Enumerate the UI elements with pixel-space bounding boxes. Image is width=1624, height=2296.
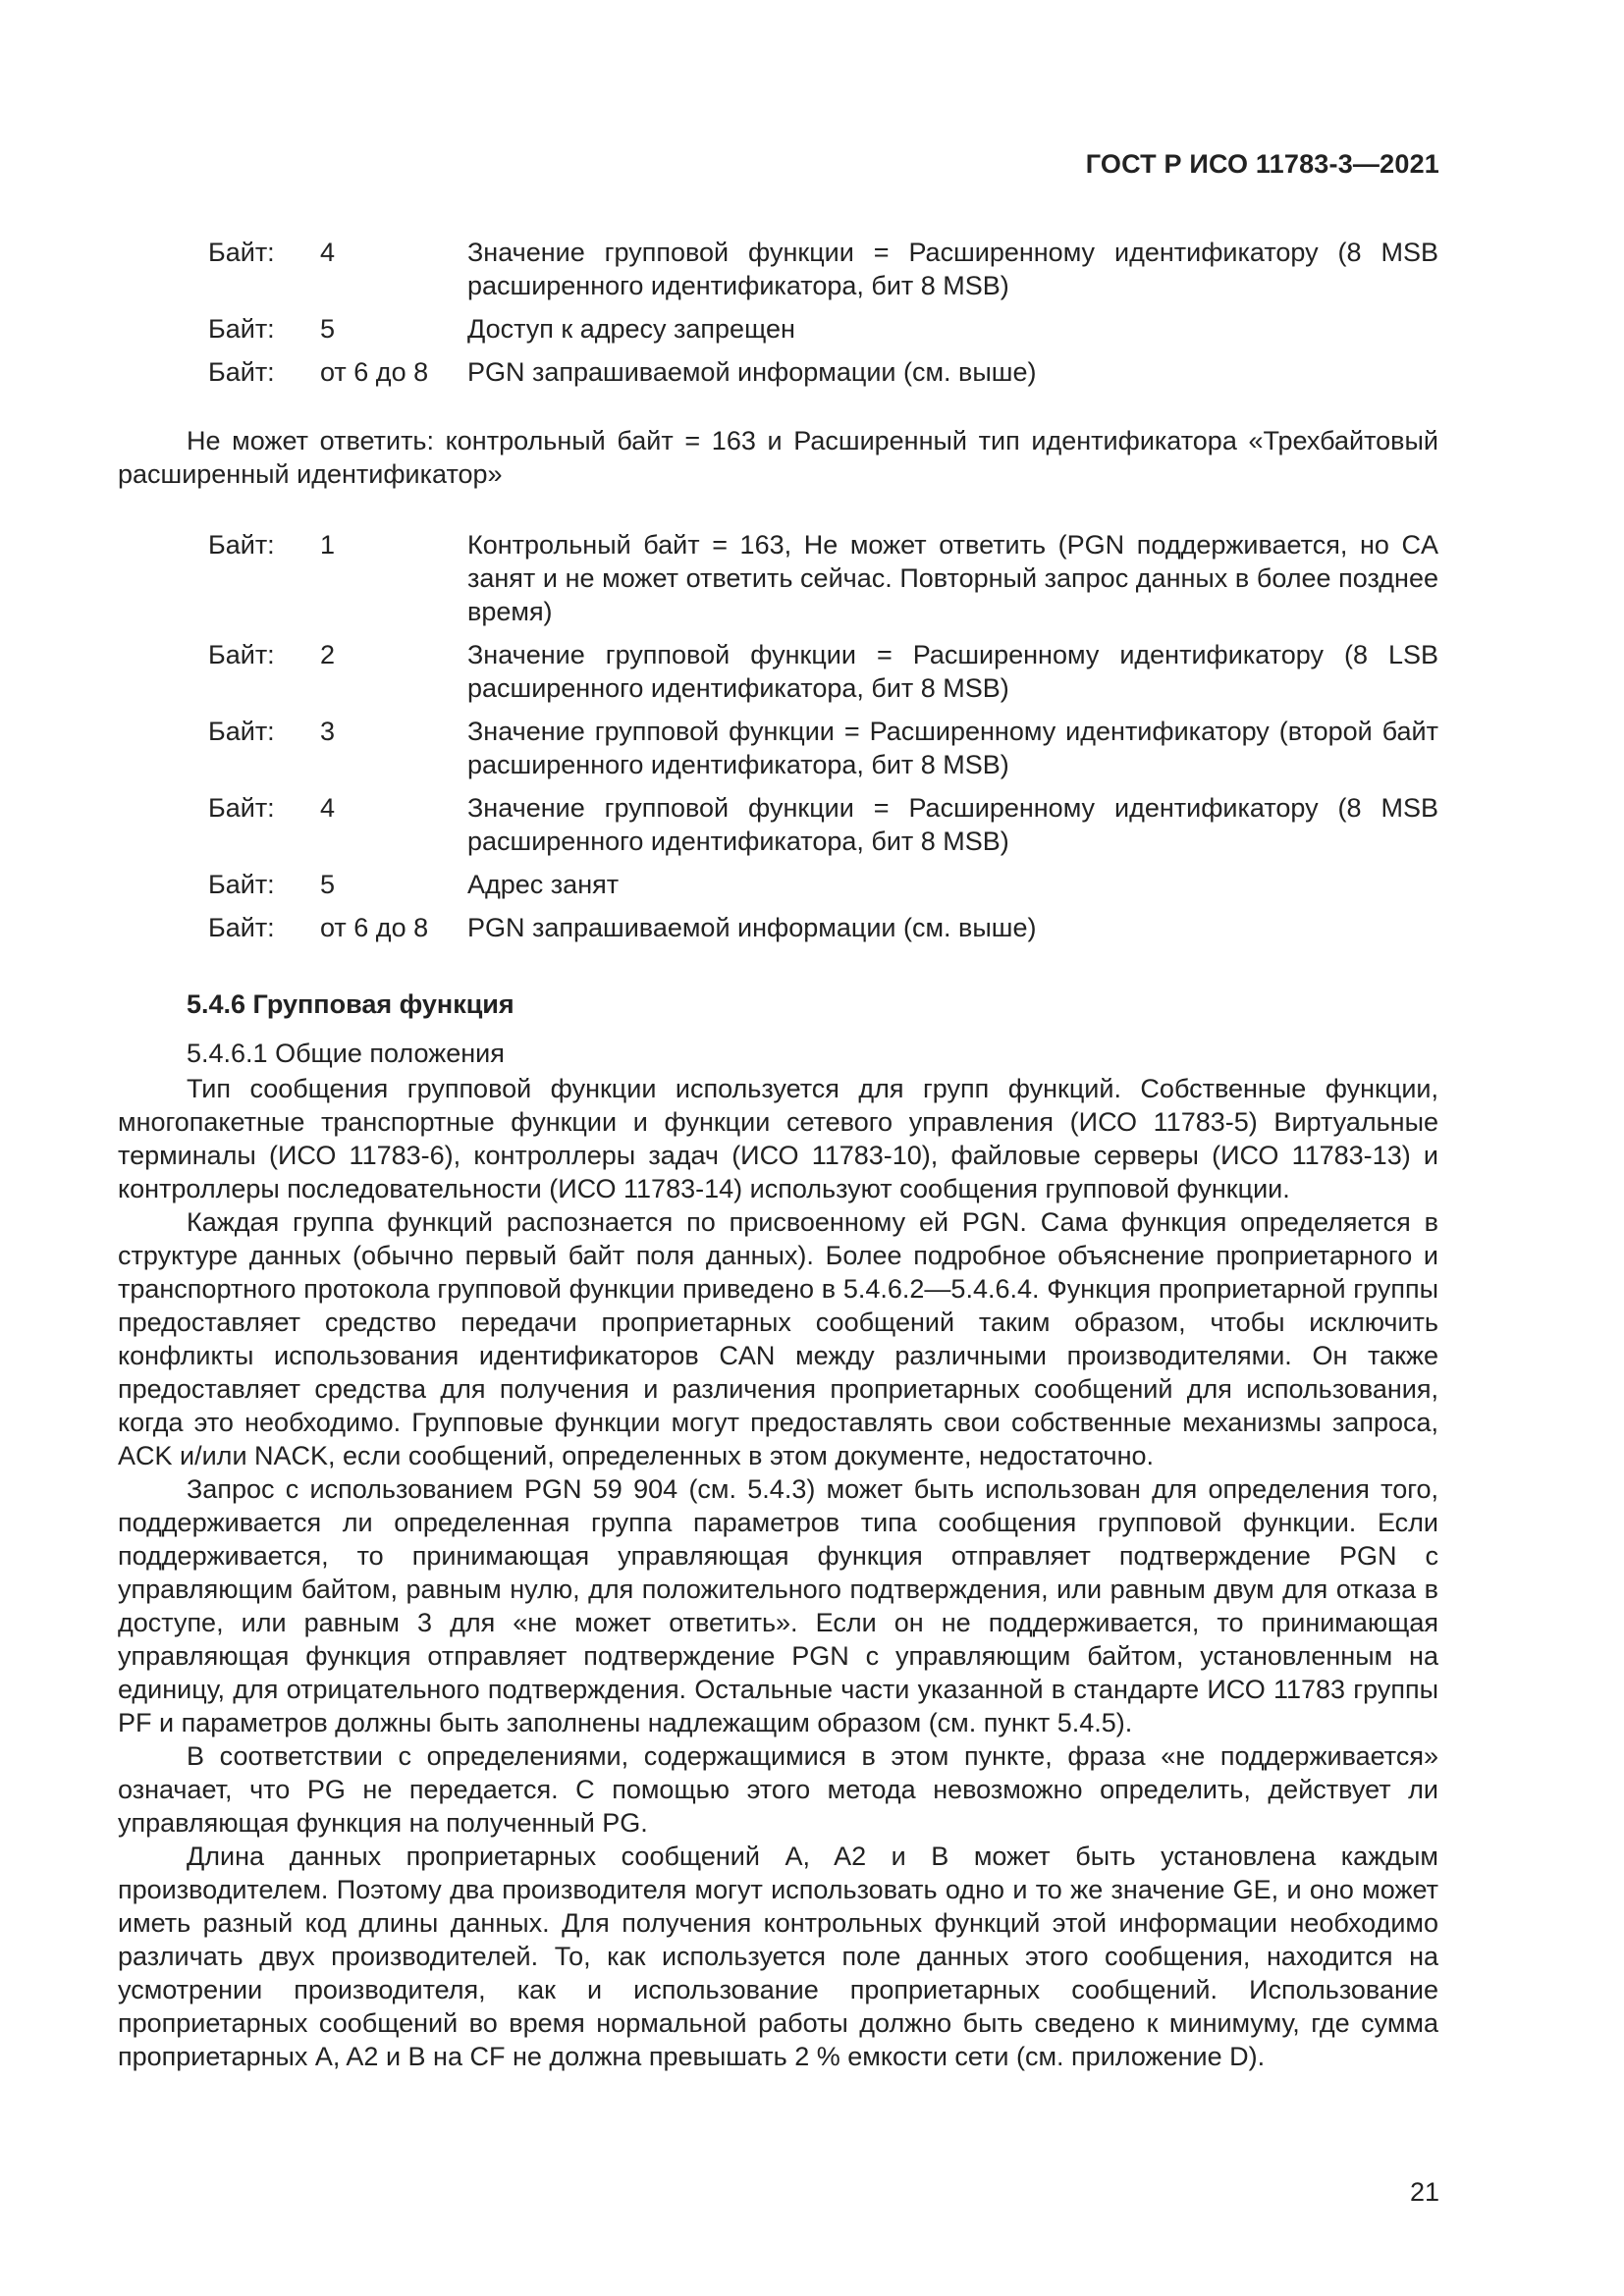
byte-number: от 6 до 8 (320, 357, 429, 387)
byte-number: 4 (320, 238, 336, 267)
byte-description: Доступ к адресу запрещен (467, 314, 795, 344)
cannot-respond-paragraph: Не может ответить: контрольный байт = 163 и Расширенный тип идентификатора «Трехбайтовый расширенный идентификатор» (118, 426, 1438, 489)
table-row (208, 355, 1438, 389)
byte-description: Значение групповой функции = Расширенному идентификатору (второй байт расширенного идентификатора, бит 8 MSB) (467, 717, 1438, 779)
byte-table-1 (208, 236, 1438, 399)
body-paragraph: Запрос с использованием PGN 59 904 (см. 5.4.3) может быть использован для определения того, поддерживается ли определенная группа параметров типа сообщения групповой функции. Если поддерживается, то принимающая управляющая функция отправляет подтверждение PGN с управляющим байтом, равным нулю, для положительного подтверждения, или равным двум для отказа в доступе, или равным 3 для «не может ответить». Если он не поддерживается, то принимающая управляющая функция отправляет подтверждение PGN с управляющим байтом, установленным на единицу, для отрицательного подтверждения. Остальные части указанной в стандарте ИСО 11783 группы PF и параметров должны быть заполнены надлежащим образом (см. пункт 5.4.5). (118, 1474, 1438, 1737)
byte-description: PGN запрашиваемой информации (см. выше) (467, 357, 1037, 387)
byte-description: Значение групповой функции = Расширенному идентификатору (8 MSB расширенного идентификатора, бит 8 MSB) (467, 238, 1438, 300)
byte-label: Байт: (208, 793, 275, 823)
byte-description: Значение групповой функции = Расширенному идентификатору (8 MSB расширенного идентификатора, бит 8 MSB) (467, 793, 1438, 856)
document-header: ГОСТ Р ИСО 11783-3—2021 (1085, 149, 1439, 179)
table-row (208, 791, 1438, 858)
table-row (208, 911, 1438, 944)
byte-label: Байт: (208, 530, 275, 560)
byte-description: Адрес занят (467, 870, 620, 899)
byte-label: Байт: (208, 238, 275, 267)
byte-label: Байт: (208, 717, 275, 746)
byte-label: Байт: (208, 314, 275, 344)
byte-number: от 6 до 8 (320, 913, 429, 942)
byte-number: 4 (320, 793, 336, 823)
byte-number: 1 (320, 530, 336, 560)
byte-description: Контрольный байт = 163, Не может ответить (PGN поддерживается, но CA занят и не может ответить сейчас. Повторный запрос данных в более позднее время) (467, 530, 1438, 626)
table-row (208, 868, 1438, 901)
section-body (118, 1072, 1438, 2073)
byte-table-2 (208, 528, 1438, 954)
table-row (208, 312, 1438, 346)
table-row (208, 715, 1438, 781)
table-row (208, 638, 1438, 705)
table-row (208, 236, 1438, 302)
byte-description: PGN запрашиваемой информации (см. выше) (467, 913, 1037, 942)
table-row (208, 528, 1438, 628)
byte-label: Байт: (208, 640, 275, 669)
section-heading: 5.4.6 Групповая функция (187, 989, 514, 1019)
byte-number: 3 (320, 717, 336, 746)
byte-description: Значение групповой функции = Расширенному идентификатору (8 LSB расширенного идентификатора, бит 8 MSB) (467, 640, 1438, 703)
byte-number: 5 (320, 870, 336, 899)
byte-label: Байт: (208, 357, 275, 387)
page-number: 21 (1409, 2177, 1439, 2207)
body-paragraph: В соответствии с определениями, содержащимися в этом пункте, фраза «не поддерживается» означает, что PG не передается. С помощью этого метода невозможно определить, действует ли управляющая функция на полученный PG. (118, 1741, 1438, 1838)
body-paragraph: Каждая группа функций распознается по присвоенному ей PGN. Сама функция определяется в структуре данных (обычно первый байт поля данных). Более подробное объяснение проприетарного и транспортного протокола групповой функции приведено в 5.4.6.2—5.4.6.4. Функция проприетарной группы предоставляет средство передачи проприетарных сообщений таким образом, чтобы исключить конфликты использования идентификаторов CAN между различными производителями. Он также предоставляет средства для получения и различения проприетарных сообщений для использования, когда это необходимо. Групповые функции могут предоставлять свои собственные механизмы запроса, ACK и/или NACK, если сообщений, определенных в этом документе, недостаточно. (118, 1207, 1438, 1470)
byte-number: 5 (320, 314, 336, 344)
body-paragraph: Тип сообщения групповой функции используется для групп функций. Собственные функции, многопакетные транспортные функции и функции сетевого управления (ИСО 11783-5) Виртуальные терминалы (ИСО 11783-6), контроллеры задач (ИСО 11783-10), файловые серверы (ИСО 11783-13) и контроллеры последовательности (ИСО 11783-14) используют сообщения групповой функции. (118, 1074, 1438, 1203)
byte-label: Байт: (208, 913, 275, 942)
byte-label: Байт: (208, 870, 275, 899)
subsection-heading: 5.4.6.1 Общие положения (187, 1039, 505, 1068)
body-paragraph: Длина данных проприетарных сообщений A, A2 и B может быть установлена каждым производителем. Поэтому два производителя могут использовать одно и то же значение GE, и оно может иметь разный код длины данных. Для получения контрольных функций этой информации необходимо различать двух производителей. То, как используется поле данных этого сообщения, находится на усмотрении производителя, как и использование проприетарных сообщений. Использование проприетарных сообщений во время нормальной работы должно быть сведено к минимуму, где сумма проприетарных A, A2 и B на CF не должна превышать 2 % емкости сети (см. приложение D). (118, 1842, 1438, 2071)
byte-number: 2 (320, 640, 336, 669)
